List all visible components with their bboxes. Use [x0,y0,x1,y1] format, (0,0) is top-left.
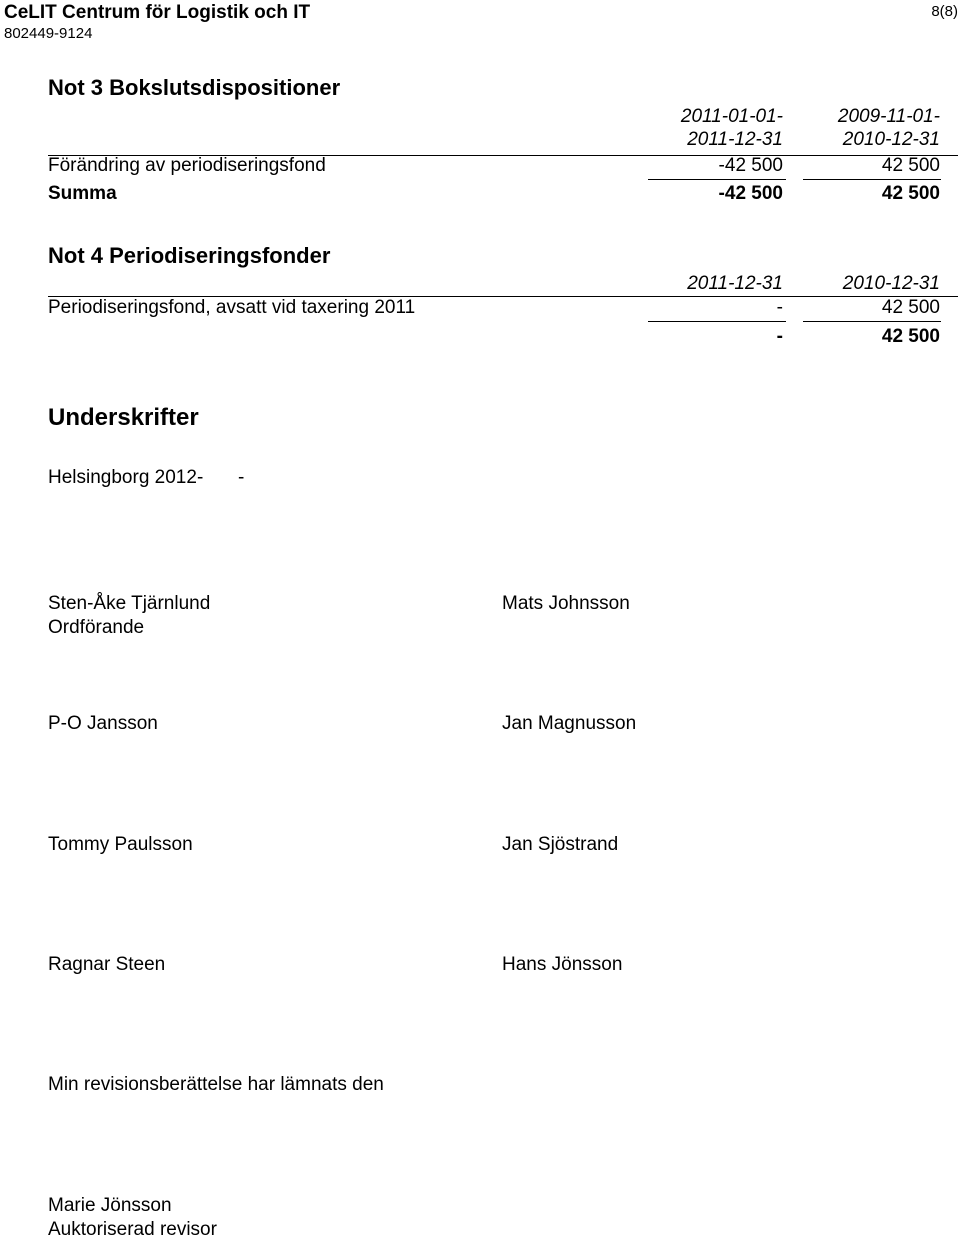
note3-title: Not 3 Bokslutsdispositioner [48,75,341,100]
company-name: CeLIT Centrum för Logistik och IT [4,2,311,23]
signatory-name: P-O Jansson [48,713,158,734]
note4-row-value-2: 42 500 [881,297,940,318]
signatures-title: Underskrifter [48,404,199,431]
signatory-name: Hans Jönsson [502,954,623,975]
note3-sum-rule-col2 [803,179,941,180]
note3-col2-header-line2: 2010-12-31 [842,129,940,150]
auditor-name: Marie Jönsson [48,1195,172,1216]
signatory-name: Sten-Åke Tjärnlund [48,593,211,614]
signatory-name: Tommy Paulsson [48,834,193,855]
auditor-role: Auktoriserad revisor [48,1219,217,1240]
signatory-name: Mats Johnsson [502,593,630,614]
signatory-role: Ordförande [48,617,145,638]
place-date-dash: - [238,467,245,488]
note4-sum-rule-col2 [803,321,941,322]
note4-row-value-1: - [776,297,783,318]
audit-statement: Min revisionsberättelse har lämnats den [48,1074,384,1095]
note3-row-value-1: -42 500 [718,155,783,176]
signatory-name: Jan Magnusson [502,713,637,734]
note3-total-value-2: 42 500 [881,183,940,204]
note4-row-label: Periodiseringsfond, avsatt vid taxering 2011 [48,297,416,318]
page-number: 8(8) [931,3,958,20]
note4-sum-rule-col1 [648,321,786,322]
note3-col1-header-line1: 2011-01-01- [680,106,783,127]
note4-total-value-1: - [776,326,783,347]
note4-total-value-2: 42 500 [881,326,940,347]
note3-total-label: Summa [48,183,117,204]
note3-col1-header-line2: 2011-12-31 [687,129,783,150]
note3-total-value-1: -42 500 [718,183,783,204]
note3-sum-rule-col1 [648,179,786,180]
note3-row-label: Förändring av periodiseringsfond [48,155,326,176]
place-date: Helsingborg 2012- [48,467,204,488]
note4-col2-header: 2010-12-31 [842,273,940,294]
signatory-name: Ragnar Steen [48,954,166,975]
note3-row-value-2: 42 500 [881,155,940,176]
note3-col2-header-line1: 2009-11-01- [837,106,940,127]
note4-title: Not 4 Periodiseringsfonder [48,243,331,268]
org-number: 802449-9124 [4,25,93,42]
note4-col1-header: 2011-12-31 [687,273,783,294]
signatory-name: Jan Sjöstrand [502,834,619,855]
